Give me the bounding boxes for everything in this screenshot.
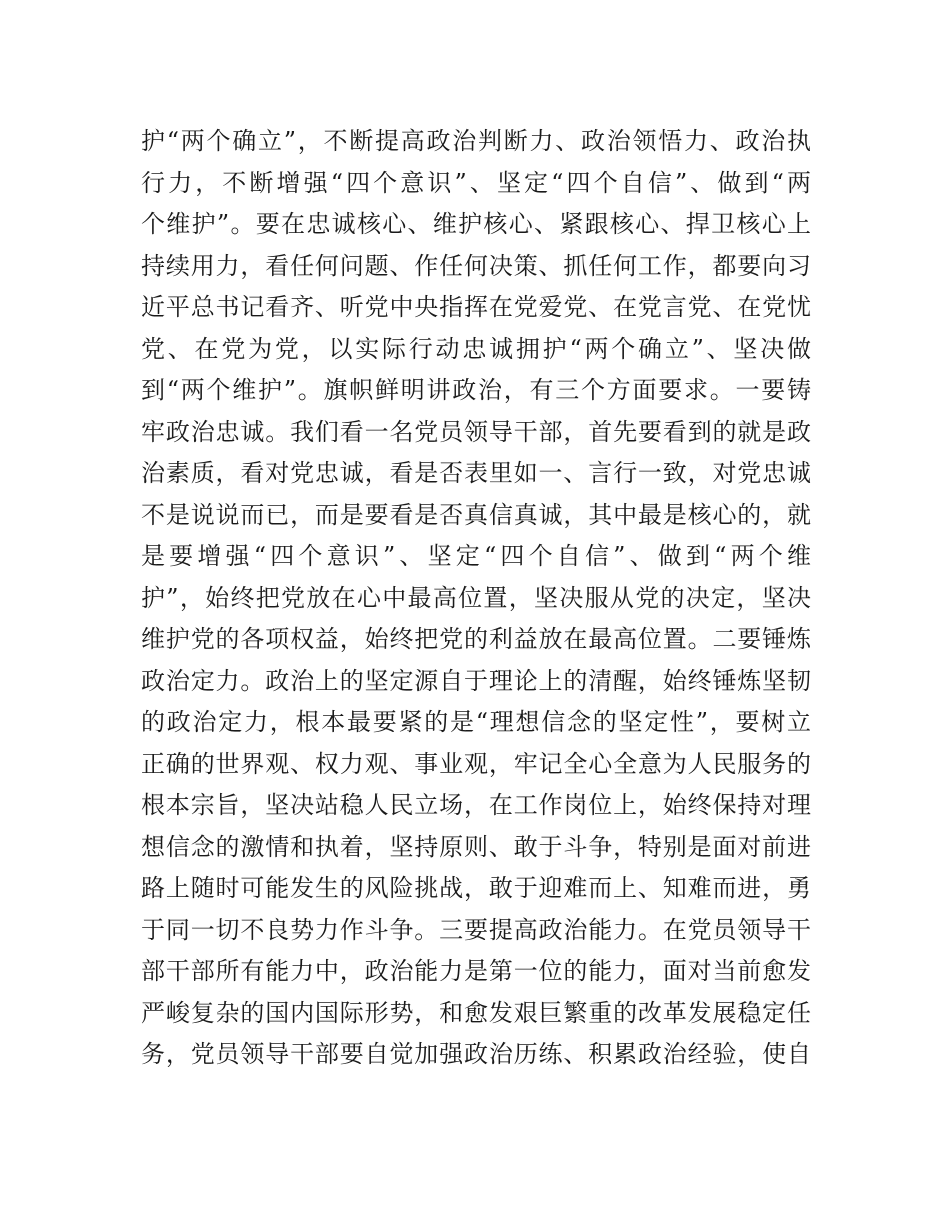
text-line: 务，党员领导干部要自觉加强政治历练、积累政治经验，使自 xyxy=(141,1040,811,1068)
text-line: 持续用力，看任何问题、作任何决策、抓任何工作，都要向习 xyxy=(141,251,811,280)
text-line: 近平总书记看齐、听党中央指挥在党爱党、在党言党、在党忧 xyxy=(141,293,811,321)
text-line: 政治定力。政治上的坚定源自于理论上的清醒，始终锤炼坚韧 xyxy=(141,666,811,695)
text-line: 严峻复杂的国内国际形势，和愈发艰巨繁重的改革发展稳定任 xyxy=(141,998,811,1027)
text-line: 护“两个确立”，不断提高政治判断力、政治领悟力、政治执 xyxy=(141,127,811,155)
text-line: 护”，始终把党放在心中最高位置，坚决服从党的决定，坚决 xyxy=(141,583,811,612)
text-line: 于同一切不良势力作斗争。三要提高政治能力。在党员领导干 xyxy=(141,915,811,944)
text-line: 行力，不断增强“四个意识”、坚定“四个自信”、做到“两 xyxy=(141,168,811,197)
text-line: 正确的世界观、权力观、事业观，牢记全心全意为人民服务的 xyxy=(141,749,811,778)
text-line: 的政治定力，根本最要紧的是“理想信念的坚定性”，要树立 xyxy=(141,708,811,736)
text-line: 根本宗旨，坚决站稳人民立场，在工作岗位上，始终保持对理 xyxy=(141,791,811,819)
text-line: 维护党的各项权益，始终把党的利益放在最高位置。二要锤炼 xyxy=(141,625,811,653)
text-line: 个维护”。要在忠诚核心、维护核心、紧跟核心、捍卫核心上 xyxy=(141,210,811,238)
document-body xyxy=(141,121,811,1076)
text-line: 路上随时可能发生的风险挑战，敢于迎难而上、知难而进，勇 xyxy=(141,874,811,902)
text-line: 是要增强“四个意识”、坚定“四个自信”、做到“两个维 xyxy=(141,542,811,570)
text-line: 治素质，看对党忠诚，看是否表里如一、言行一致，对党忠诚 xyxy=(141,459,811,487)
text-line: 到“两个维护”。旗帜鲜明讲政治，有三个方面要求。一要铸 xyxy=(141,376,811,404)
text-line: 部干部所有能力中，政治能力是第一位的能力，面对当前愈发 xyxy=(141,957,811,985)
text-line: 不是说说而已，而是要看是否真信真诚，其中最是核心的，就 xyxy=(141,500,811,529)
text-line: 想信念的激情和执着，坚持原则、敢于斗争，特别是面对前进 xyxy=(141,832,811,861)
text-line: 牢政治忠诚。我们看一名党员领导干部，首先要看到的就是政 xyxy=(141,417,811,446)
text-line: 党、在党为党，以实际行动忠诚拥护“两个确立”、坚决做 xyxy=(141,334,811,363)
